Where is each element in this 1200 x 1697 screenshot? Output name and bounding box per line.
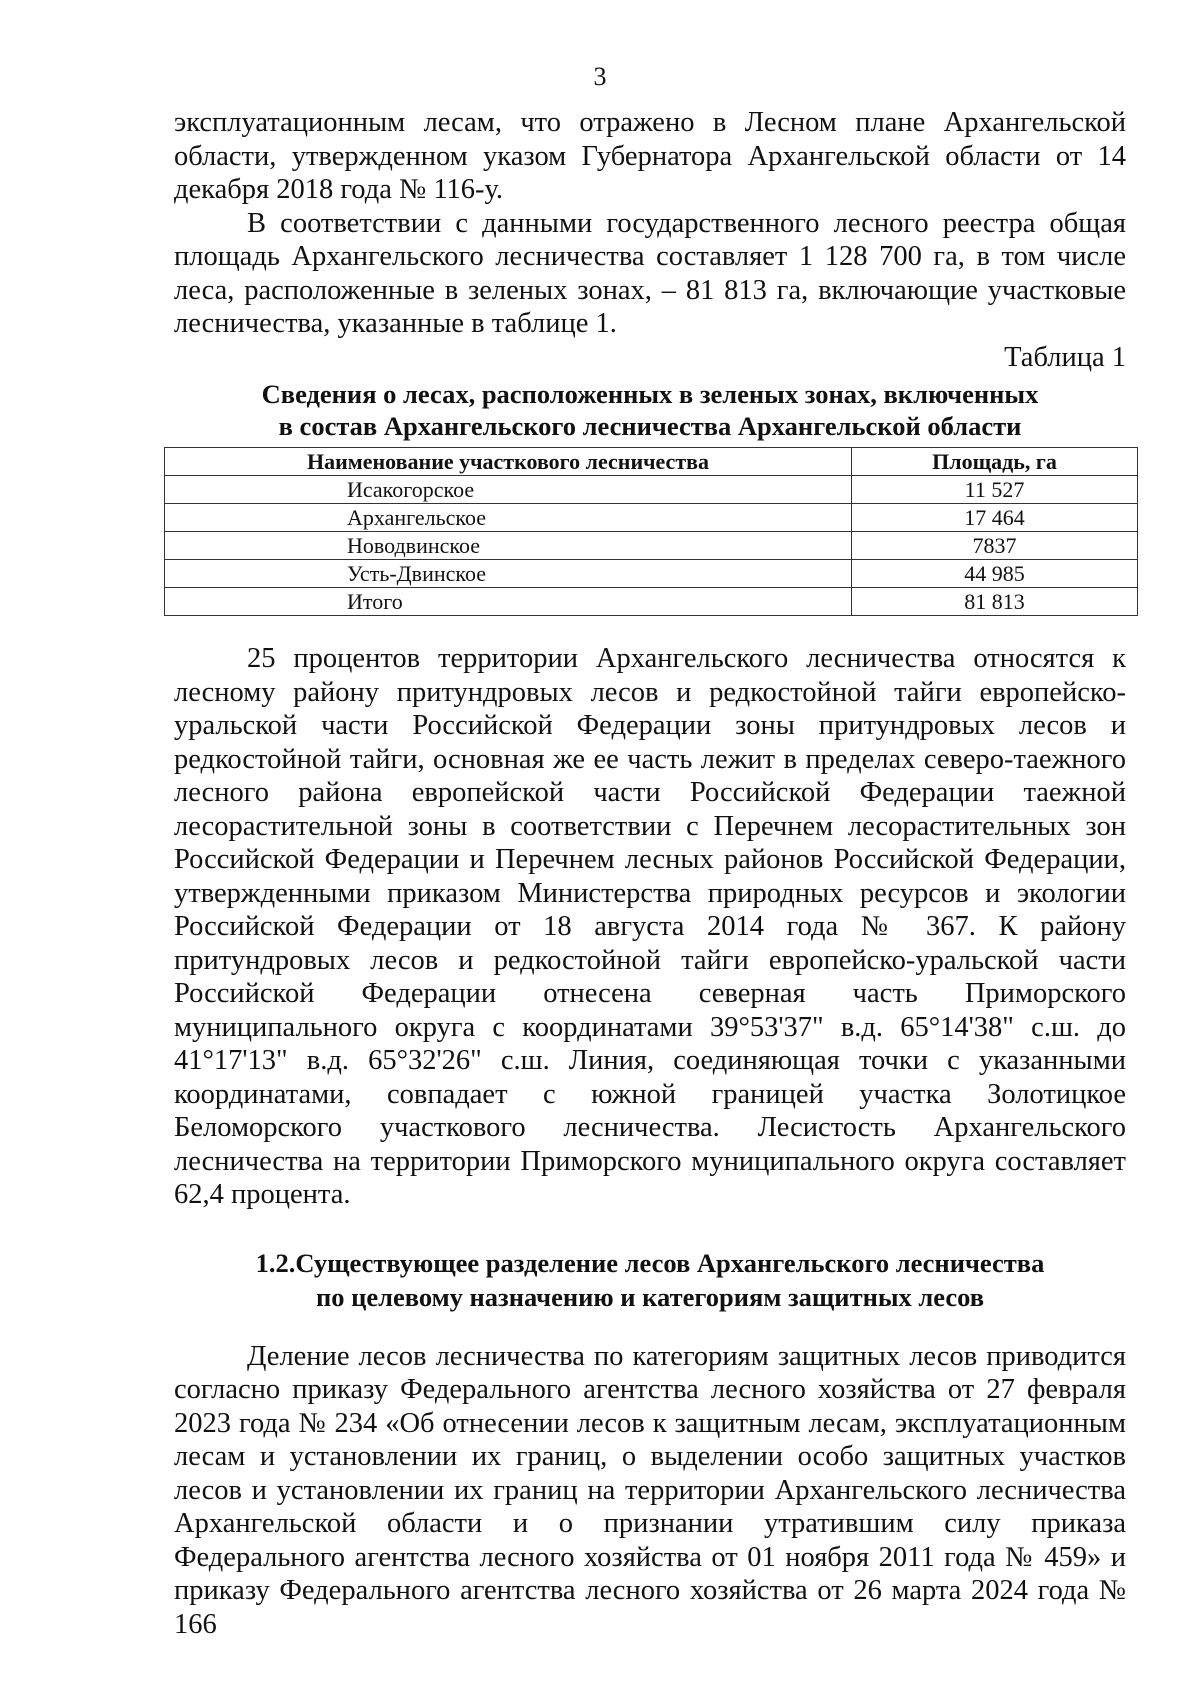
table-row [165,504,1138,532]
column-header-area: Площадь, га [852,448,1138,476]
page-number: 3 [593,62,607,91]
total-area-cell: 81 813 [852,588,1138,616]
table-title-line-1: Сведения о лесах, расположенных в зеленых зонах, включенных [261,379,1039,409]
total-label-cell: Итого [165,588,852,616]
forestry-area-cell: 17 464 [852,504,1138,532]
forestry-area-cell: 7837 [852,532,1138,560]
paragraph-continued: эксплуатационным лесам, что отражено в Лесном плане Архангельской области, утвержденном указом Губернатора Архангельской области от 14 декабря 2018 года № 116-у. [174,107,1126,205]
forestry-name-cell: Новодвинское [165,532,852,560]
forestry-area-cell: 11 527 [852,476,1138,504]
table-total-row [165,588,1138,616]
table-header-row [165,448,1138,476]
paragraph-forest-area: В соответствии с данными государственного лесного реестра общая площадь Архангельского лесничества составляет 1 128 700 га, в том числе леса, расположенные в зеленых зонах, – 81 813 га, включающие участковые лесничества, указанные в таблице 1. [174,207,1126,339]
forestry-name-cell: Усть-Двинское [165,560,852,588]
paragraph-forest-regions: 25 процентов территории Архангельского лесничества относятся к лесному району притундровых лесов и редкостойной тайги европейско-уральской части Российской Федерации зоны притундровых лесов и редкостойной тайги, основная же ее часть лежит в пределах северо-таежного лесного района европейской части Российской Федерации таежной лесорастительной зоны в соответствии с Перечнем лесорастительных зон Российской Федерации и Перечнем лесных районов Российской Федерации, утвержденными приказом Министерства природных ресурсов и экологии Российской Федерации от 18 августа 2014 года № 367. К району притундровых лесов и редкостойной тайги европейско-уральской части Российской Федерации отнесена северная часть Приморского муниципального округа с координатами 39°53'37" в.д. 65°14'38" с.ш. до 41°17'13" в.д. 65°32'26" с.ш. Линия, соединяющая точки с указанными координатами, совпадает с южной границей участка Золотицкое Беломорского участкового лесничества. Лесистость Архангельского лесничества на территории Приморского муниципального округа составляет 62,4 процента. [174,643,1126,1210]
forestry-area-cell: 44 985 [852,560,1138,588]
paragraph-protective-forests: Деление лесов лесничества по категориям защитных лесов приводится согласно приказу Федерального агентства лесного хозяйства от 27 февраля 2023 года № 234 «Об отнесении лесов к защитным лесам, эксплуатационным лесам и установлении их границ, о выделении особо защитных участков лесов и установлении их границ на территории Архангельского лесничества Архангельской области и о признании утратившим силу приказа Федерального агентства лесного хозяйства от 01 ноября 2011 года № 459» и приказу Федерального агентства лесного хозяйства от 26 марта 2024 года № 166 [174,1340,1126,1640]
column-header-name: Наименование участкового лесничества [165,448,852,476]
forestry-name-cell: Исакогорское [165,476,852,504]
section-heading-line-1: 1.2.Существующее разделение лесов Архангельского лесничества [255,1247,1045,1278]
table-label: Таблица 1 [1004,341,1126,373]
table-title-line-2: в состав Архангельского лесничества Архангельской области [278,411,1022,441]
forestry-name-cell: Архангельское [165,504,852,532]
forest-green-zones-table [164,447,1138,616]
table-row [165,532,1138,560]
section-heading-line-2: по целевому назначению и категориям защитных лесов [315,1281,985,1312]
table-row [165,560,1138,588]
document-body [174,106,1126,1641]
table-row [165,476,1138,504]
table-title [174,378,1126,442]
section-heading [174,1246,1126,1314]
